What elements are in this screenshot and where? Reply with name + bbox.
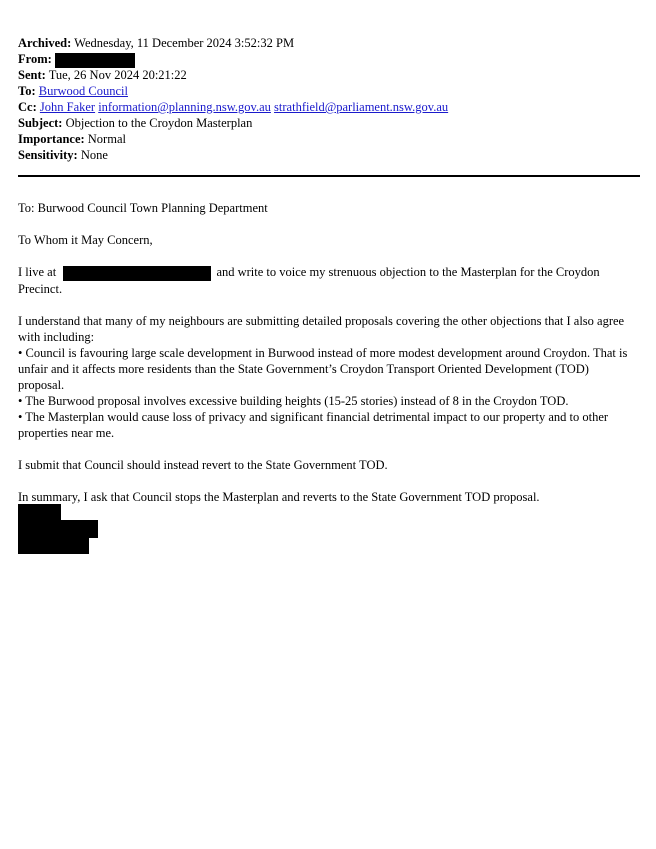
signature-redaction-bar	[18, 504, 61, 521]
from-row	[18, 51, 638, 67]
importance-value: Normal	[87, 132, 126, 146]
recipient-line: To: Burwood Council Town Planning Department	[18, 201, 268, 215]
importance-label: Importance:	[18, 132, 85, 146]
subject-row	[18, 115, 638, 131]
archived-row	[18, 35, 638, 51]
intro-text-middle: and write to voice my strenuous objection to the Masterplan for the Croydon	[216, 265, 600, 279]
signature-redaction-bar	[18, 520, 98, 538]
importance-row	[18, 131, 638, 147]
cc-row	[18, 99, 638, 115]
intro-text-end: Precinct.	[18, 281, 63, 296]
from-redaction	[55, 53, 135, 68]
greeting: To Whom it May Concern,	[18, 233, 153, 247]
email-header	[18, 35, 638, 163]
sensitivity-label: Sensitivity:	[18, 148, 78, 162]
to-label: To:	[18, 84, 36, 98]
from-label: From:	[18, 52, 52, 66]
summary-paragraph: In summary, I ask that Council stops the Masterplan and reverts to the State Government TOD proposal.	[18, 489, 540, 504]
cc-label: Cc:	[18, 100, 37, 114]
submit-paragraph: I submit that Council should instead revert to the State Government TOD.	[18, 457, 388, 472]
address-redaction	[63, 266, 211, 281]
archived-value: Wednesday, 11 December 2024 3:52:32 PM	[74, 36, 295, 50]
intro-paragraph	[18, 264, 638, 297]
to-link[interactable]: Burwood Council	[38, 84, 128, 98]
sensitivity-row	[18, 147, 638, 163]
understand-text: I understand that many of my neighbours are submitting detailed proposals covering the other objections that I also agree with including:	[18, 313, 625, 344]
bullet-item: • Council is favouring large scale development in Burwood instead of more modest development around Croydon. That is unfair and it affects more residents than the State Government’s Croydon Transport Oriented Development (TOD) proposal.	[18, 345, 628, 392]
header-divider	[18, 175, 640, 177]
intro-text-start: I live at	[18, 265, 57, 279]
sensitivity-value: None	[80, 148, 108, 162]
signature-redaction-bar	[18, 537, 89, 554]
subject-value: Objection to the Croydon Masterplan	[65, 116, 253, 130]
sent-label: Sent:	[18, 68, 46, 82]
sent-row	[18, 67, 638, 83]
bullet-item: • The Masterplan would cause loss of privacy and significant financial detrimental impact to our property and to other properties near me.	[18, 409, 609, 440]
cc-link[interactable]: information@planning.nsw.gov.au	[98, 100, 271, 114]
subject-label: Subject:	[18, 116, 63, 130]
objections-paragraph	[18, 313, 638, 441]
cc-link[interactable]: John Faker	[39, 100, 96, 114]
cc-link[interactable]: strathfield@parliament.nsw.gov.au	[274, 100, 449, 114]
archived-label: Archived:	[18, 36, 72, 50]
to-row	[18, 83, 638, 99]
email-body	[18, 200, 638, 521]
bullet-item: • The Burwood proposal involves excessive building heights (15-25 stories) instead of 8 in the Croydon TOD.	[18, 393, 569, 408]
sent-value: Tue, 26 Nov 2024 20:21:22	[48, 68, 187, 82]
